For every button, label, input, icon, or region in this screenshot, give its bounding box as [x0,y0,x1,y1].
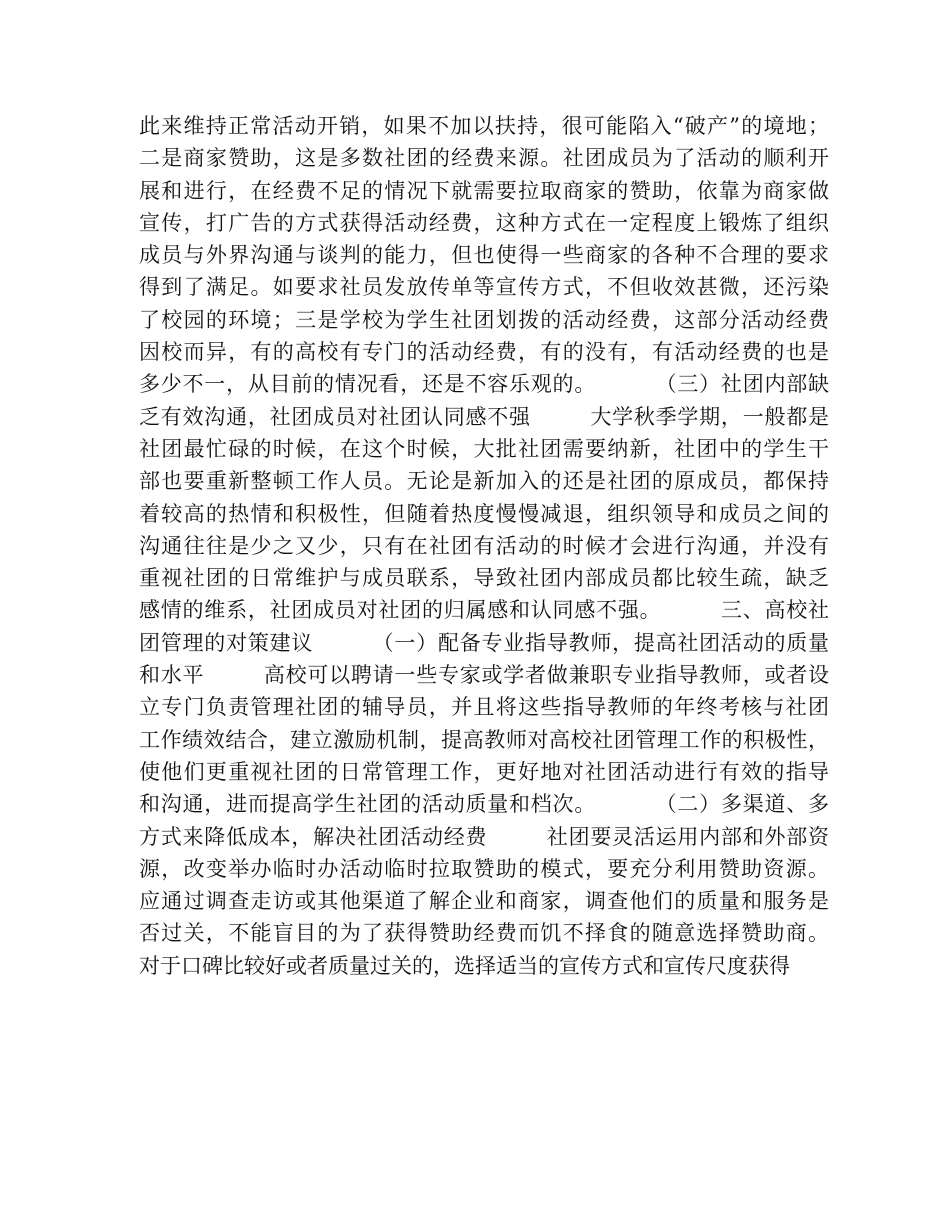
text-line: 团管理的对策建议 （一）配备专业指导教师，提高社团活动的质量 [139,630,829,655]
text-line: 工作绩效结合，建立激励机制，提高教师对高校社团管理工作的积极性， [139,727,829,752]
text-line: 使他们更重视社团的日常管理工作，更好地对社团活动进行有效的指导 [139,759,829,784]
text-line: 展和进行，在经费不足的情况下就需要拉取商家的赞助，依靠为商家做 [139,178,829,203]
text-line: 和沟通，进而提高学生社团的活动质量和档次。 （二）多渠道、多 [139,792,829,817]
text-line: 成员与外界沟通与谈判的能力，但也使得一些商家的各种不合理的要求 [139,243,829,268]
text-line: 多少不一，从目前的情况看，还是不容乐观的。 （三）社团内部缺 [139,372,829,397]
text-line: 二是商家赞助，这是多数社团的经费来源。社团成员为了活动的顺利开 [139,146,829,171]
text-line: 乏有效沟通，社团成员对社团认同感不强 大学秋季学期，一般都是 [139,404,829,429]
text-line: 此来维持正常活动开销，如果不加以扶持，很可能陷入“破产”的境地； [139,114,829,138]
text-line: 社团最忙碌的时候，在这个时候，大批社团需要纳新，社团中的学生干 [139,436,829,461]
text-line: 得到了满足。如要求社员发放传单等宣传方式，不但收效甚微，还污染 [139,275,829,300]
text-line: 着较高的热情和积极性，但随着热度慢慢减退，组织领导和成员之间的 [139,501,829,526]
text-line: 和水平 高校可以聘请一些专家或学者做兼职专业指导教师，或者设 [139,663,829,688]
text-line: 沟通往往是少之又少，只有在社团有活动的时候才会进行沟通，并没有 [139,533,829,558]
text-line: 感情的维系，社团成员对社团的归属感和认同感不强。 三、高校社 [139,598,829,623]
text-line: 应通过调查走访或其他渠道了解企业和商家，调查他们的质量和服务是 [139,889,829,914]
text-line: 部也要重新整顿工作人员。无论是新加入的还是社团的原成员，都保持 [139,469,829,494]
text-line: 立专门负责管理社团的辅导员，并且将这些指导教师的年终考核与社团 [139,695,829,720]
text-line: 否过关，不能盲目的为了获得赞助经费而饥不择食的随意选择赞助商。 [139,921,829,946]
text-line: 宣传，打广告的方式获得活动经费，这种方式在一定程度上锻炼了组织 [139,210,829,235]
text-line: 重视社团的日常维护与成员联系，导致社团内部成员都比较生疏，缺乏 [139,566,829,591]
text-line: 方式来降低成本，解决社团活动经费 社团要灵活运用内部和外部资 [139,824,829,849]
text-line: 因校而异，有的高校有专门的活动经费，有的没有，有活动经费的也是 [139,340,829,365]
text-line: 源，改变举办临时办活动临时拉取赞助的模式，要充分利用赞助资源。 [139,856,829,881]
text-line: 了校园的环境；三是学校为学生社团划拨的活动经费，这部分活动经费 [139,307,829,332]
body-text [139,110,829,982]
text-line: 对于口碑比较好或者质量过关的，选择适当的宣传方式和宣传尺度获得 [139,953,790,978]
